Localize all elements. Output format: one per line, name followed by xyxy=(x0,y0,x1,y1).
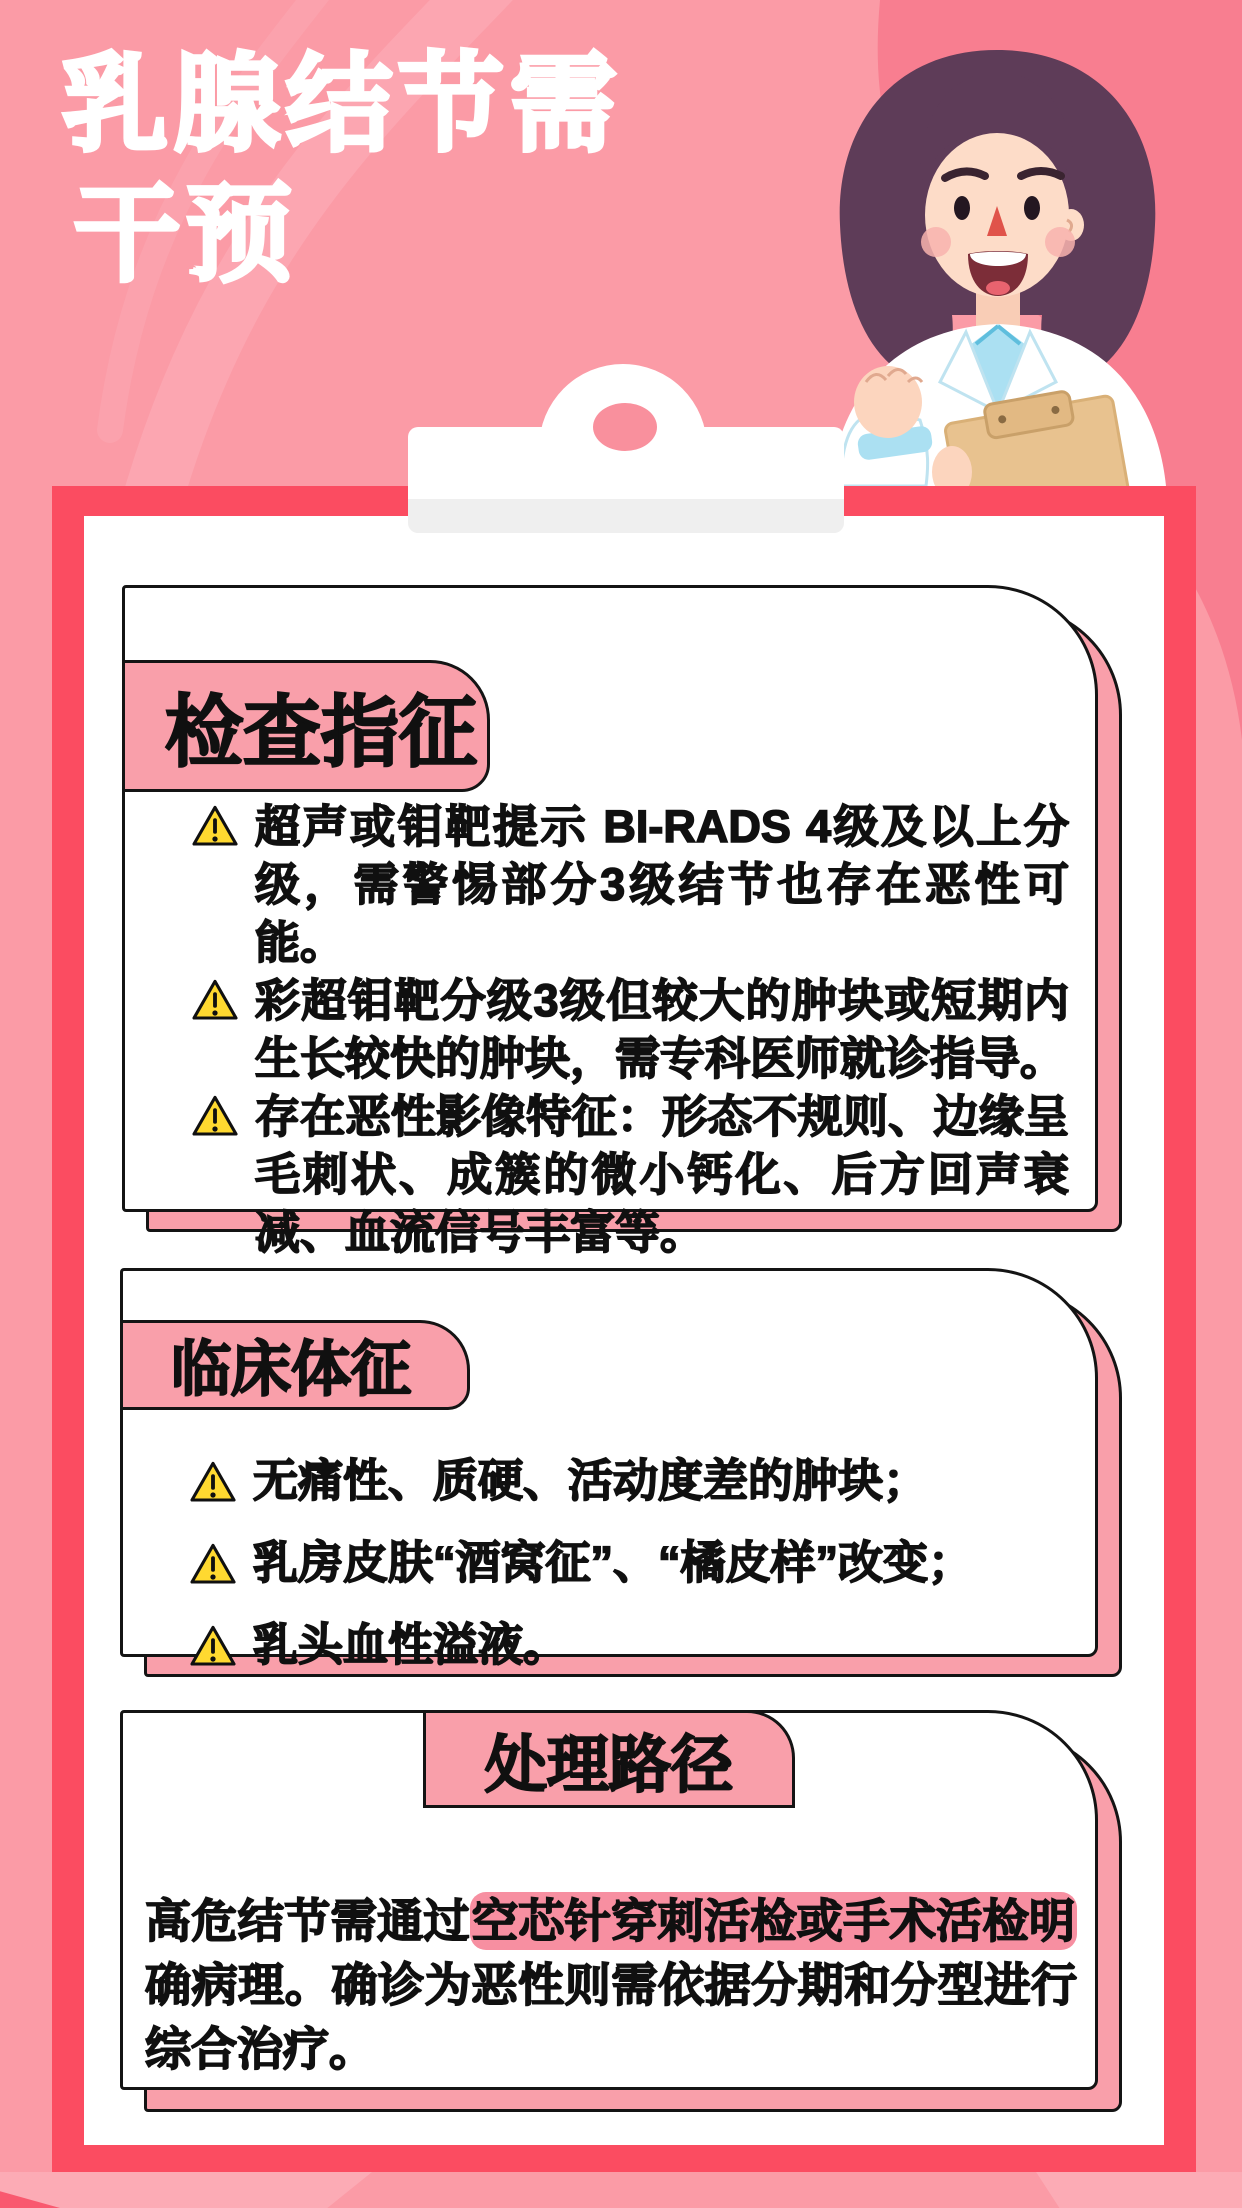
section-heading-path xyxy=(423,1710,795,1808)
highlighted-text: 空芯针穿刺活检或手术活检明 xyxy=(470,1892,1077,1950)
section-heading-path-label: 处理路径 xyxy=(484,1730,733,1800)
paragraph-text: 高危结节需通过 xyxy=(145,1895,470,1947)
female-doctor-illustration xyxy=(770,10,1242,486)
management-paragraph xyxy=(145,1889,1077,2081)
section-heading-clinical xyxy=(120,1320,470,1410)
doctor-fist xyxy=(854,366,922,438)
clinical-bullet-list xyxy=(189,1449,1079,1695)
warning-icon xyxy=(191,978,239,1036)
warning-icon xyxy=(191,1094,239,1152)
bullet-text: 超声或钼靶提示 BI-RADS 4级及以上分级，需警惕部分3级结节也存在恶性可能。 xyxy=(255,801,1069,968)
exam-bullet-list xyxy=(191,798,1069,1262)
warning-icon xyxy=(189,1539,237,1603)
bottom-decor-left xyxy=(0,2172,372,2208)
warning-icon xyxy=(189,1621,237,1685)
bullet-item xyxy=(191,798,1069,972)
warning-icon xyxy=(189,1457,237,1521)
paragraph-text: 确病理。确诊为恶性则需依据分期和分型进行综合治疗。 xyxy=(145,1959,1077,2075)
bullet-text: 存在恶性影像特征：形态不规则、边缘呈毛刺状、成簇的微小钙化、后方回声衰减、血流信号丰富等。 xyxy=(255,1091,1069,1258)
card-clinical-signs xyxy=(120,1268,1098,1670)
poster-title-line2: 干预 xyxy=(74,176,298,294)
card-exam-indications xyxy=(122,585,1098,1258)
card-management-path xyxy=(120,1710,1098,2090)
bullet-item xyxy=(189,1531,1079,1603)
warning-icon xyxy=(191,804,239,862)
bullet-text: 乳房皮肤“酒窝征”、“橘皮样”改变； xyxy=(253,1537,974,1588)
poster-title-line1: 乳腺结节需 xyxy=(62,46,622,164)
bullet-item xyxy=(191,1088,1069,1262)
section-heading-exam-label: 检查指征 xyxy=(165,688,478,776)
bullet-text: 乳头血性溢液。 xyxy=(253,1619,569,1670)
bullet-item xyxy=(189,1449,1079,1521)
bullet-text: 无痛性、质硬、活动度差的肿块； xyxy=(253,1455,929,1506)
section-heading-clinical-label: 临床体征 xyxy=(171,1336,411,1403)
section-heading-exam xyxy=(122,660,490,792)
bullet-item xyxy=(189,1613,1079,1685)
bullet-text: 彩超钼靶分级3级但较大的肿块或短期内生长较快的肿块，需专科医师就诊指导。 xyxy=(255,975,1069,1084)
clipboard-clip-hole xyxy=(593,403,657,451)
clipboard-clip-base xyxy=(408,499,844,533)
bullet-item xyxy=(191,972,1069,1088)
